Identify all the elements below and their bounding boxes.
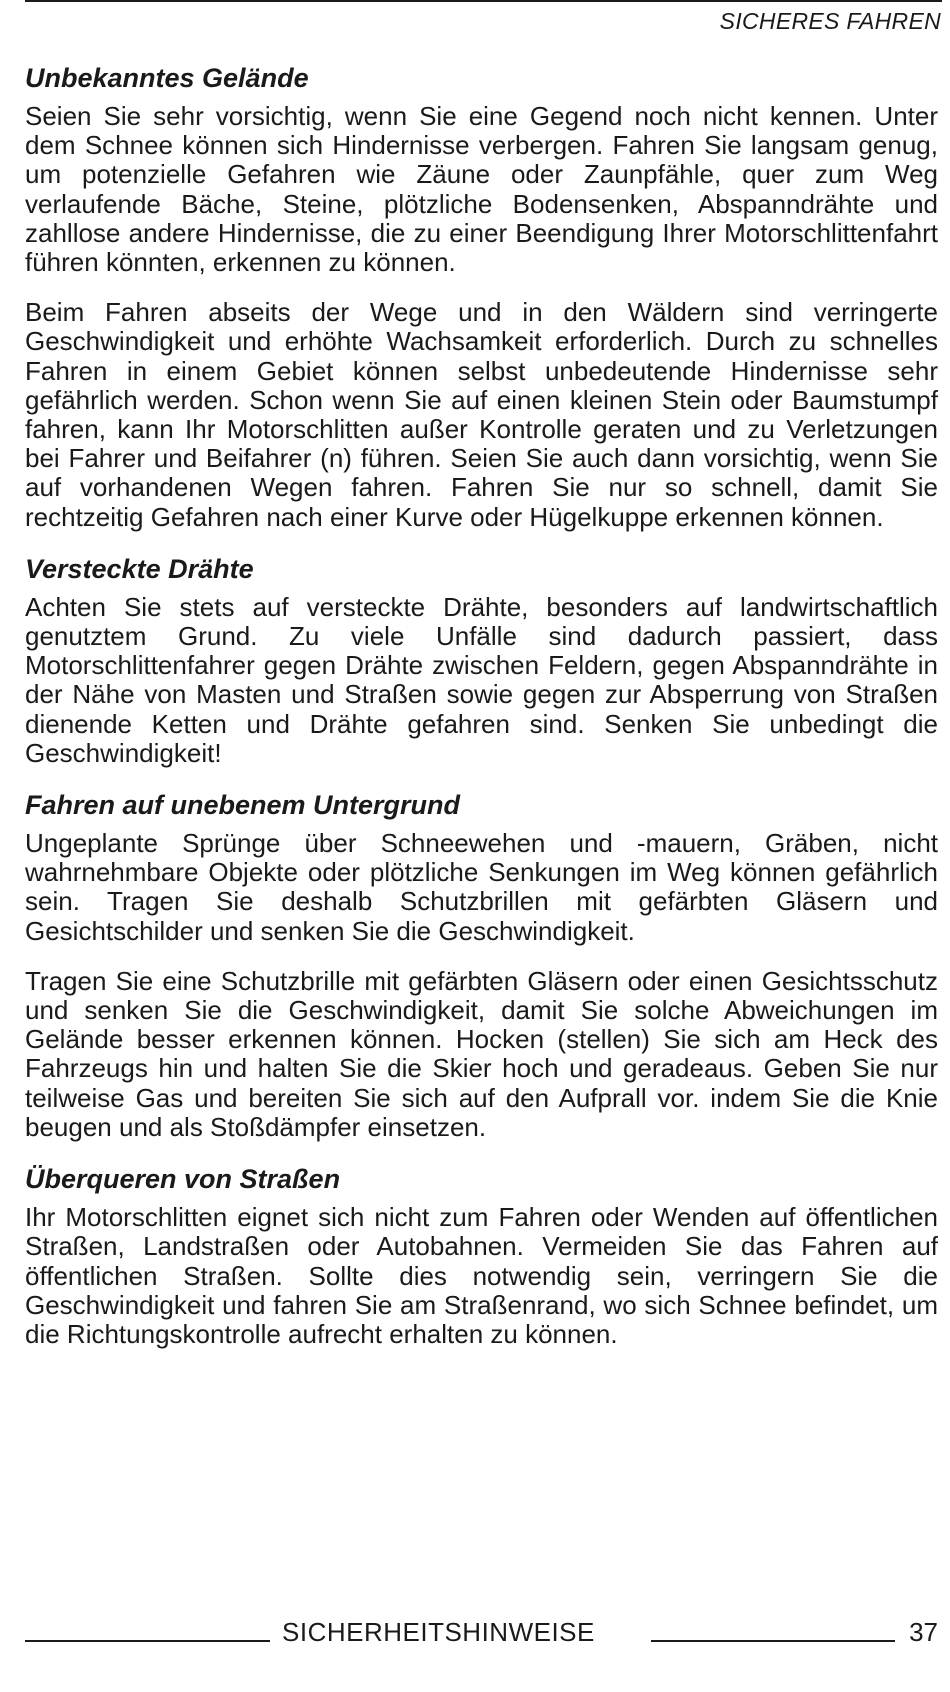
- footer-title: SICHERHEITSHINWEISE: [282, 1617, 595, 1647]
- page-footer: [25, 1612, 938, 1652]
- section-unbekanntes-gelaende: [25, 62, 938, 532]
- section-heading: Überqueren von Straßen: [25, 1164, 341, 1195]
- paragraph: Ungeplante Sprünge über Schneewehen und -mauern, Gräben, nicht wahrnehmbare Objekte oder plötzliche Senkungen im Weg können gefährlich sein. Tragen Sie deshalb Schutzbrillen mit gefärbten Gläsern und Gesichtschilder und senken Sie die Geschwindigkeit.: [25, 828, 938, 946]
- footer-rule-left: [25, 1640, 270, 1642]
- top-rule: [25, 0, 942, 2]
- section-heading: Fahren auf unebenem Untergrund: [25, 790, 461, 821]
- page-content: [25, 62, 938, 1370]
- running-head: SICHERES FAHREN: [719, 8, 941, 34]
- paragraph: Ihr Motorschlitten eignet sich nicht zum Fahren oder Wenden auf öffentlichen Straßen, Landstraßen oder Autobahnen. Vermeiden Sie das Fahren auf öffentlichen Straßen. Sollte dies notwendig sein, verringern Sie die Geschwindigkeit und fahren Sie am Straßenrand, wo sich Schnee befindet, um die Richtungskontrolle aufrecht erhalten zu können.: [25, 1202, 938, 1349]
- section-ueberqueren-strassen: [25, 1163, 938, 1349]
- paragraph: Achten Sie stets auf versteckte Drähte, besonders auf landwirtschaftlich genutztem Grund. Zu viele Unfälle sind dadurch passiert, dass Motorschlittenfahrer gegen Drähte zwischen Feldern, gegen Abspanndrähte in der Nähe von Masten und Straßen sowie gegen zur Absperrung von Straßen dienende Ketten und Drähte gefahren sind. Senken Sie unbedingt die Geschwindigkeit!: [25, 591, 938, 768]
- footer-rule-right: [651, 1640, 895, 1642]
- section-heading: Versteckte Drähte: [25, 553, 254, 584]
- page-number: 37: [909, 1617, 938, 1647]
- paragraph: Seien Sie sehr vorsichtig, wenn Sie eine Gegend noch nicht kennen. Unter dem Schnee können sich Hindernisse verbergen. Fahren Sie langsam genug, um potenzielle Gefahren wie Zäune oder Zaunpfähle, quer zum Weg verlaufende Bäche, Steine, plötzliche Bodensenken, Abspanndrähte und zahllose andere Hindernisse, die zu einer Beendigung Ihrer Motorschlittenfahrt führen könnten, erkennen zu können.: [25, 101, 938, 278]
- section-versteckte-draehte: [25, 553, 938, 768]
- paragraph: Beim Fahren abseits der Wege und in den Wäldern sind verringerte Geschwindigkeit und erhöhte Wachsamkeit erforderlich. Durch zu schnelles Fahren in einem Gebiet können selbst unbedeutende Hindernisse sehr gefährlich werden. Schon wenn Sie auf einen kleinen Stein oder Baumstumpf fahren, kann Ihr Motorschlitten außer Kontrolle geraten und zu Verletzungen bei Fahrer und Beifahrer (n) führen. Seien Sie auch dann vorsichtig, wenn Sie auf vorhandenen Wegen fahren. Fahren Sie nur so schnell, damit Sie rechtzeitig Gefahren nach einer Kurve oder Hügelkuppe erkennen können.: [25, 297, 938, 532]
- section-heading: Unbekanntes Gelände: [25, 63, 309, 93]
- paragraph: Tragen Sie eine Schutzbrille mit gefärbten Gläsern oder einen Gesichtsschutz und senken Sie die Geschwindigkeit, damit Sie solche Abweichungen im Gelände besser erkennen können. Hocken (stellen) Sie sich am Heck des Fahrzeugs hin und halten Sie die Skier hoch und geradeaus. Geben Sie nur teilweise Gas und bereiten Sie sich auf den Aufprall vor. indem Sie die Knie beugen und als Stoßdämpfer einsetzen.: [25, 965, 938, 1142]
- section-unebener-untergrund: [25, 789, 938, 1142]
